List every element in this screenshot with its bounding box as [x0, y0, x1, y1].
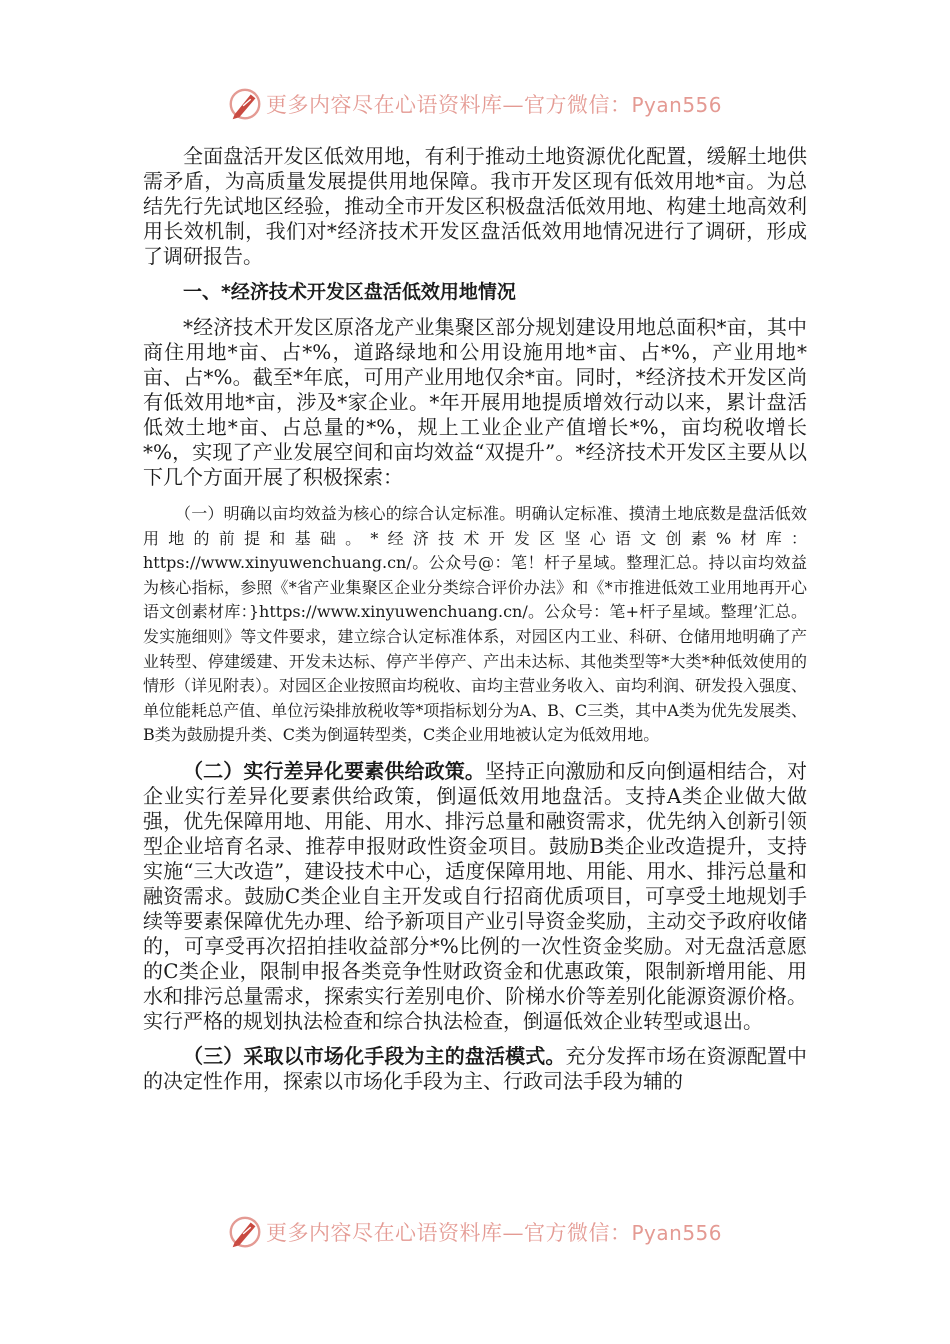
watermark-banner-bottom: [226, 1212, 722, 1252]
watermark-banner-top: [226, 84, 722, 124]
section-heading: 一、*经济技术开发区盘活低效用地情况: [183, 281, 516, 303]
item-1-paragraph: （一）明确以亩均效益为核心的综合认定标准。明确认定标准、摸清土地底数是盘活低效用地的前提和基础。*经济技术开发区坚心语文创素%材库：https://www.xinyuwenchuang.cn/。公众号@：笔！杆子星域。整理汇总。持以亩均效益为核心指标，参照《*省产业集聚区企业分类综合评价办法》和《*市推进低效工业用地再开心语文创素材库：}https://www.xinyuwenchuang.cn/。公众号：笔+杆子星域。整理’汇总。发实施细则》等文件要求，建立综合认定标准体系，对园区内工业、科研、仓储用地明确了产业转型、停建缓建、开发未达标、停产半停产、产出未达标、其他类型等*大类*种低效使用的情形（详见附表）。对园区企业按照亩均税收、亩均主营业务收入、亩均利润、研发投入强度、单位能耗总产值、单位污染排放税收等*项指标划分为A、B、C三类，其中A类为优先发展类、B类为鼓励提升类、C类为倒逼转型类，C类企业用地被认定为低效用地。: [143, 504, 808, 745]
pen-logo-icon: [226, 1213, 264, 1251]
watermark-text: 更多内容尽在心语资料库—官方微信：Pyan556: [266, 93, 723, 117]
watermark-text: 更多内容尽在心语资料库—官方微信：Pyan556: [266, 1221, 723, 1245]
item-2-body: 坚持正向激励和反向倒逼相结合，对企业实行差异化要素供给政策，倒逼低效用地盘活。支持A类企业做大做强，优先保障用地、用能、用水、排污总量和融资需求，优先纳入创新引领型企业培育名录、推荐申报财政性资金项目。鼓励B类企业改造提升，支持实施“三大改造”，建设技术中心，适度保障用地、用能、用水、排污总量和融资需求。鼓励C类企业自主开发或自行招商优质项目，可享受土地规划手续等要素保障优先办理、给予新项目产业引导资金奖励，主动交予政府收储的，可享受再次招拍挂收益部分*%比例的一次性资金奖励。对无盘活意愿的C类企业，限制申报各类竞争性财政资金和优惠政策，限制新增用能、用水和排污总量需求，探索实行差别电价、阶梯水价等差别化能源资源价格。实行严格的规划执法检查和综合执法检查，倒逼低效企业转型或退出。: [143, 758, 807, 1033]
section-paragraph: *经济技术开发区原洛龙产业集聚区部分规划建设用地总面积*亩，其中商住用地*亩、占*%，道路绿地和公用设施用地*亩、占*%，产业用地*亩、占*%。截至*年底，可用产业用地仅余*亩。同时，*经济技术开发区尚有低效用地*亩，涉及*家企业。*年开展用地提质增效行动以来，累计盘活低效土地*亩、占总量的*%，规上工业企业产值增长*%，亩均税收增长*%，实现了产业发展空间和亩均效益“双提升”。*经济技术开发区主要从以下几个方面开展了积极探索：: [143, 315, 807, 489]
document-body: [143, 144, 807, 1094]
item-3-title: （三）采取以市场化手段为主的盘活模式。: [183, 1043, 566, 1068]
item-2-paragraph: [143, 759, 807, 1034]
intro-paragraph: 全面盘活开发区低效用地，有利于推动土地资源优化配置，缓解土地供需矛盾，为高质量发展提供用地保障。我市开发区现有低效用地*亩。为总结先行先试地区经验，推动全市开发区积极盘活低效用地、构建土地高效利用长效机制，我们对*经济技术开发区盘活低效用地情况进行了调研，形成了调研报告。: [143, 144, 807, 268]
pen-logo-icon: [226, 85, 264, 123]
item-2-title: （二）实行差异化要素供给政策。: [183, 758, 485, 783]
item-3-body: 充分发挥市场在资源配置中的决定性作用，探索以市场化手段为主、行政司法手段为辅的: [143, 1043, 808, 1093]
item-3-paragraph: [143, 1044, 807, 1094]
